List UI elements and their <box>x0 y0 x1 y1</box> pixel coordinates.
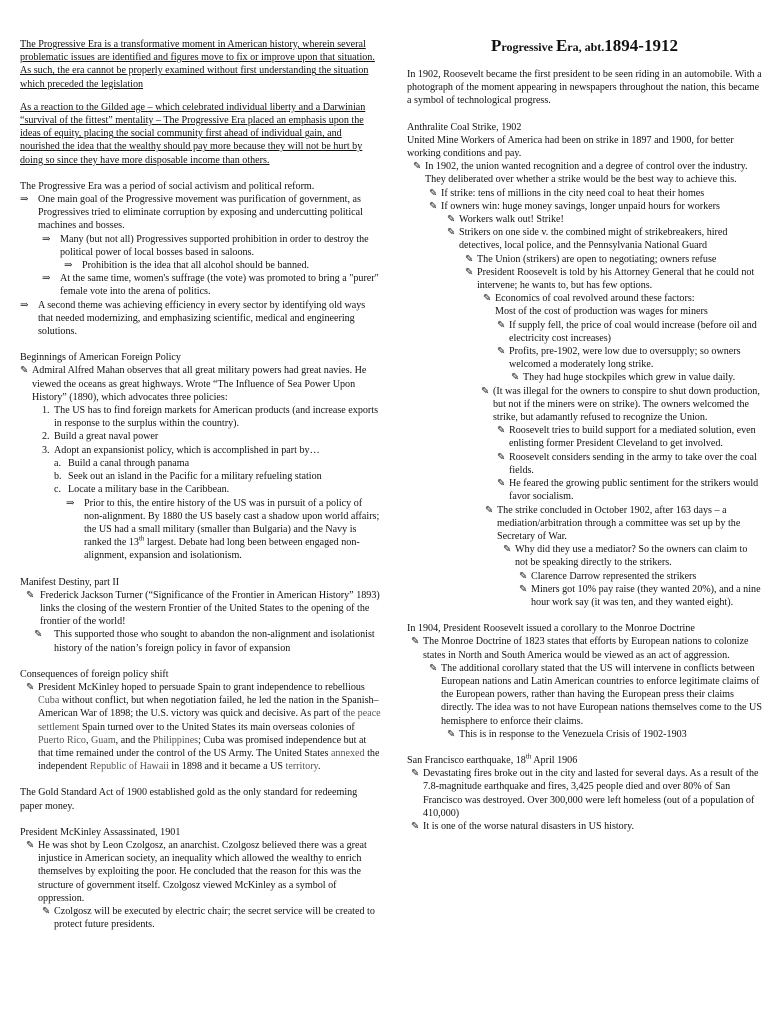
pencil-bullet-icon: ✎ <box>20 365 29 377</box>
list-item: ✎ He feared the growing public sentiment for the strikers would favor socialism. <box>497 478 759 503</box>
pencil-bullet-icon: ✎ <box>465 266 474 278</box>
pencil-bullet-icon: ✎ <box>497 425 506 437</box>
pencil-bullet-icon: ✎ <box>483 293 492 305</box>
link-philippines[interactable]: Philippines <box>152 734 199 746</box>
pencil-bullet-icon: ✎ <box>411 636 420 648</box>
pencil-bullet-icon: ✎ <box>497 346 506 358</box>
pencil-bullet-icon: ✎ <box>511 372 520 384</box>
right-column <box>407 38 762 833</box>
gilded-age-paragraph: As a reaction to the Gilded age – which celebrated individual liberty and a Darwinian “survival of the fittest” mentality – The Progressive Era placed an emphasis upon the ideas of equity, placing the social community first ahead of individual gain, and nourished the idea that the wealthy should pay more because they will not be hurt by doing so since they have more disposable income than others. <box>20 101 366 166</box>
list-item: ✎ Strikers on one side v. the combined might of strikebreakers, hired detectives, local police, and the Pennsylvania National Guard <box>447 227 728 252</box>
list-item: ✎ Admiral Alfred Mahan observes that all great military powers had great navies. He viewed the oceans as great highways. Wrote “The Influence of Sea Power Upon History” (1890), which advocates three policies: <box>20 365 367 403</box>
pencil-bullet-icon: ✎ <box>485 504 494 516</box>
pencil-bullet-icon: ✎ <box>447 728 456 740</box>
list-item: ✎ (It was illegal for the owners to conspire to shut down production, but not if the miners were on strike). The owners welcomed the strike, but adamantly refused to recognize the Union. <box>481 385 760 424</box>
pencil-bullet-icon: ✎ <box>503 544 512 556</box>
pencil-bullet-icon: ✎ <box>465 253 474 265</box>
pencil-bullet-icon: ✎ <box>34 629 43 641</box>
pencil-bullet-icon: ✎ <box>447 227 456 239</box>
pencil-bullet-icon: ✎ <box>429 200 438 212</box>
list-item: ✎ If strike: tens of millions in the city need coal to heat their homes <box>429 187 705 199</box>
list-item: ✎ This supported those who sought to abandon the non-alignment and isolationist history of the nation’s foreign policy in favor of expansion <box>34 629 375 654</box>
arrow-icon: ⇒ <box>42 273 51 285</box>
list-item: ✎ Economics of coal revolved around these factors: <box>483 293 695 305</box>
link-republic-of-hawaii[interactable]: Republic of Hawaii <box>89 761 169 773</box>
list-item: ✎ Frederick Jackson Turner (“Significance of the Frontier in American History” 1893) links the closing of the western Frontier of the United States to the opening of the frontier of the world! <box>26 589 380 628</box>
section-heading-assassination: President McKinley Assassinated, 1901 <box>20 826 181 838</box>
arrow-icon: ⇒ <box>66 497 75 509</box>
list-item: ⇒ Prohibition is the idea that all alcohol should be banned. <box>64 260 310 272</box>
pencil-bullet-icon: ✎ <box>26 681 35 693</box>
page-title: Progressive Era, abt.1894-1912 <box>491 36 678 55</box>
list-item: ✎ The additional corollary stated that the US will intervene in conflicts between European nations and Latin American countries to enforce legitimate claims of the European powers, rather than having the European press their claims directly. The idea was to not have European nations themselves come to the US hemisphere to enforce their claims. <box>429 662 762 727</box>
list-item: ⇒ Prior to this, the entire history of the US was in pursuit of a policy of non-alignment. By 1880 the US basely cast a shadow upon world affairs; the US had a small military (smaller than Bulgaria) and the Navy is ranked the 13th largest. Debate had long been between engaged non-alignment, expansion and isolationism. <box>66 497 380 562</box>
list-item: ✎ In 1902, the union wanted recognition and a degree of control over the industry. They deliberated over whether a strike would be the best way to achieve this. <box>413 161 748 186</box>
activism-paragraph: The Progressive Era was a period of social activism and political reform. <box>20 180 315 192</box>
list-item: ✎ Why did they use a mediator? So the owners can claim to not be speaking directly to the strikers. <box>503 544 748 569</box>
section-heading-coal-strike: Anthralite Coal Strike, 1902 <box>407 121 522 133</box>
numbered-item: 3. Adopt an expansionist policy, which is accomplished in part by… <box>42 444 320 456</box>
list-item: ✎ Profits, pre-1902, were low due to oversupply; so owners welcomed a moderately long strike. <box>497 346 741 371</box>
numbered-item: 1. The US has to find foreign markets for American products (and increase exports in response to the surplus within the country). <box>42 405 379 430</box>
list-item: ✎ It is one of the worse natural disasters in US history. <box>411 820 634 832</box>
pencil-bullet-icon: ✎ <box>411 768 420 780</box>
list-item: ✎ President Roosevelt is told by his Attorney General that he could not intervene; he wants to, but has few options. <box>465 266 755 292</box>
gold-standard-paragraph: The Gold Standard Act of 1900 established gold as the only standard for redeeming paper money. <box>20 787 358 812</box>
pencil-bullet-icon: ✎ <box>429 187 438 199</box>
pencil-bullet-icon: ✎ <box>497 319 506 331</box>
list-item: ⇒ Many (but not all) Progressives supported prohibition in order to destroy the political power of local bosses based in saloons. <box>42 233 369 258</box>
numbered-item: 2. Build a great naval power <box>42 431 159 443</box>
link-annexed[interactable]: annexed <box>330 747 365 759</box>
pencil-bullet-icon: ✎ <box>26 589 35 601</box>
list-item: ✎ Miners got 10% pay raise (they wanted 20%), and a nine hour work say (it was ten, and they wanted eight). <box>519 583 761 608</box>
coal-intro: United Mine Workers of America had been on strike in 1897 and 1900, for better working conditions and pay. <box>407 134 734 160</box>
list-item: ✎ Roosevelt tries to build support for a mediated solution, even enlisting former President Cleveland to get involved. <box>497 425 756 450</box>
list-item: ✎ The Union (strikers) are open to negotiating; owners refuse <box>465 253 717 265</box>
link-peace-settlement[interactable]: the peace settlement <box>38 708 381 733</box>
list-item: ✎ Clarence Darrow represented the strikers <box>519 570 697 582</box>
link-cuba[interactable]: Cuba <box>38 695 60 707</box>
pencil-bullet-icon: ✎ <box>481 385 490 397</box>
pencil-bullet-icon: ✎ <box>429 662 438 674</box>
section-heading-consequences: Consequences of foreign policy shift <box>20 668 169 680</box>
section-heading-foreign-policy: Beginnings of American Foreign Policy <box>20 352 181 364</box>
arrow-icon: ⇒ <box>20 194 29 206</box>
list-item: ⇒ One main goal of the Progressive movement was purification of government, as Progressives tried to eliminate corruption by exposing and undercutting political machines and bosses. <box>20 194 363 232</box>
section-heading-earthquake: San Francisco earthquake, 18th April 1906 <box>407 752 578 766</box>
intro-paragraph: The Progressive Era is a transformative moment in American history, wherein several problematic issues are identified and figures move to fix or improve upon that situation. As such, the era cannot be properly examined without first understanding the situation which preceded the legislation <box>20 39 375 90</box>
list-item: ✎ The strike concluded in October 1902, after 163 days – a mediation/arbitration through a committee was set up by the Secretary of War. <box>485 504 741 542</box>
pencil-bullet-icon: ✎ <box>447 214 456 226</box>
pencil-bullet-icon: ✎ <box>413 161 422 173</box>
pencil-bullet-icon: ✎ <box>411 820 420 832</box>
arrow-icon: ⇒ <box>20 299 29 311</box>
list-item: ✎ Czolgosz will be executed by electric chair; the secret service will be created to protect future presidents. <box>42 905 375 931</box>
automobile-paragraph: In 1902, Roosevelt became the first president to be seen riding in an automobile. With a photograph of the moment appearing in newspapers throughout the nation, this became a symbol of technological progress. <box>407 69 762 107</box>
list-item: ✎ They had huge stockpiles which grew in value daily. <box>511 372 736 384</box>
link-guam[interactable]: Guam <box>91 734 116 746</box>
list-item: ✎ The Monroe Doctrine of 1823 states that efforts by European nations to colonize states in North and South America would be viewed as an act of aggression. <box>411 636 749 661</box>
link-puerto-rico[interactable]: Puerto Rico <box>38 734 86 746</box>
list-item: ✎ He was shot by Leon Czolgosz, an anarchist. Czolgosz believed there was a great injustice in American society, an inequality which allowed the wealthy to enrich themselves by exploiting the poor. He concluded that the reason for this was the structure of government itself. Czolgosz viewed McKinley as a symbol of oppression. <box>26 839 367 904</box>
arrow-icon: ⇒ <box>42 233 51 245</box>
pencil-bullet-icon: ✎ <box>26 839 35 851</box>
pencil-bullet-icon: ✎ <box>519 583 528 595</box>
list-item: ✎ President McKinley hoped to persuade Spain to grant independence to rebellious Cuba without conflict, but when negotiation failed, he led the nation in the Spanish–American War of 1898; the U.S. victory was quick and decisive. As part of the peace settlement Spain turned over to the United States its main overseas colonies of Puerto Rico, Guam, and the Philippines; Cuba was promised independence but at that time remained under the control of the US Army. The United States annexed the independent Republic of Hawaii in 1898 and it became a US territory. <box>26 681 381 773</box>
section-heading-manifest-destiny: Manifest Destiny, part II <box>20 576 120 588</box>
lettered-item: a. Build a canal through panama <box>54 457 190 469</box>
list-item: ✎ Roosevelt considers sending in the army to take over the coal fields. <box>497 451 757 476</box>
pencil-bullet-icon: ✎ <box>497 451 506 463</box>
pencil-bullet-icon: ✎ <box>519 570 528 582</box>
arrow-icon: ⇒ <box>64 260 73 272</box>
lettered-item: b. Seek out an island in the Pacific for a military refueling station <box>54 471 322 483</box>
pencil-bullet-icon: ✎ <box>42 905 51 917</box>
list-item: ✎ If owners win: huge money savings, longer unpaid hours for workers <box>429 200 720 212</box>
link-territory[interactable]: territory <box>285 761 318 773</box>
pencil-bullet-icon: ✎ <box>497 478 506 490</box>
list-item: ⇒ At the same time, women's suffrage (the vote) was promoted to bring a "purer" female vote into the arena of politics. <box>42 273 379 298</box>
list-item: ✎ If supply fell, the price of coal would increase (before oil and electricity cost increases) <box>497 319 757 344</box>
left-column <box>20 38 382 931</box>
list-item: ✎ This is in response to the Venezuela Crisis of 1902-1903 <box>447 728 687 740</box>
list-item: Most of the cost of production was wages for miners <box>495 306 708 318</box>
list-item: ✎ Workers walk out! Strike! <box>447 214 564 226</box>
list-item: ⇒ A second theme was achieving efficiency in every sector by identifying old ways that needed modernizing, and emphasizing scientific, medical and engineering solutions. <box>20 299 366 338</box>
section-heading-monroe: In 1904, President Roosevelt issued a corollary to the Monroe Doctrine <box>407 623 695 635</box>
list-item: ✎ Devastating fires broke out in the city and lasted for several days. As a result of the 7.8-magnitude earthquake and fires, 3,425 people died and over 80% of San Francisco was destroyed. Over 300,000 were left homeless (out of a population of 410,000) <box>411 768 759 819</box>
lettered-item: c. Locate a military base in the Caribbean. <box>54 484 230 496</box>
